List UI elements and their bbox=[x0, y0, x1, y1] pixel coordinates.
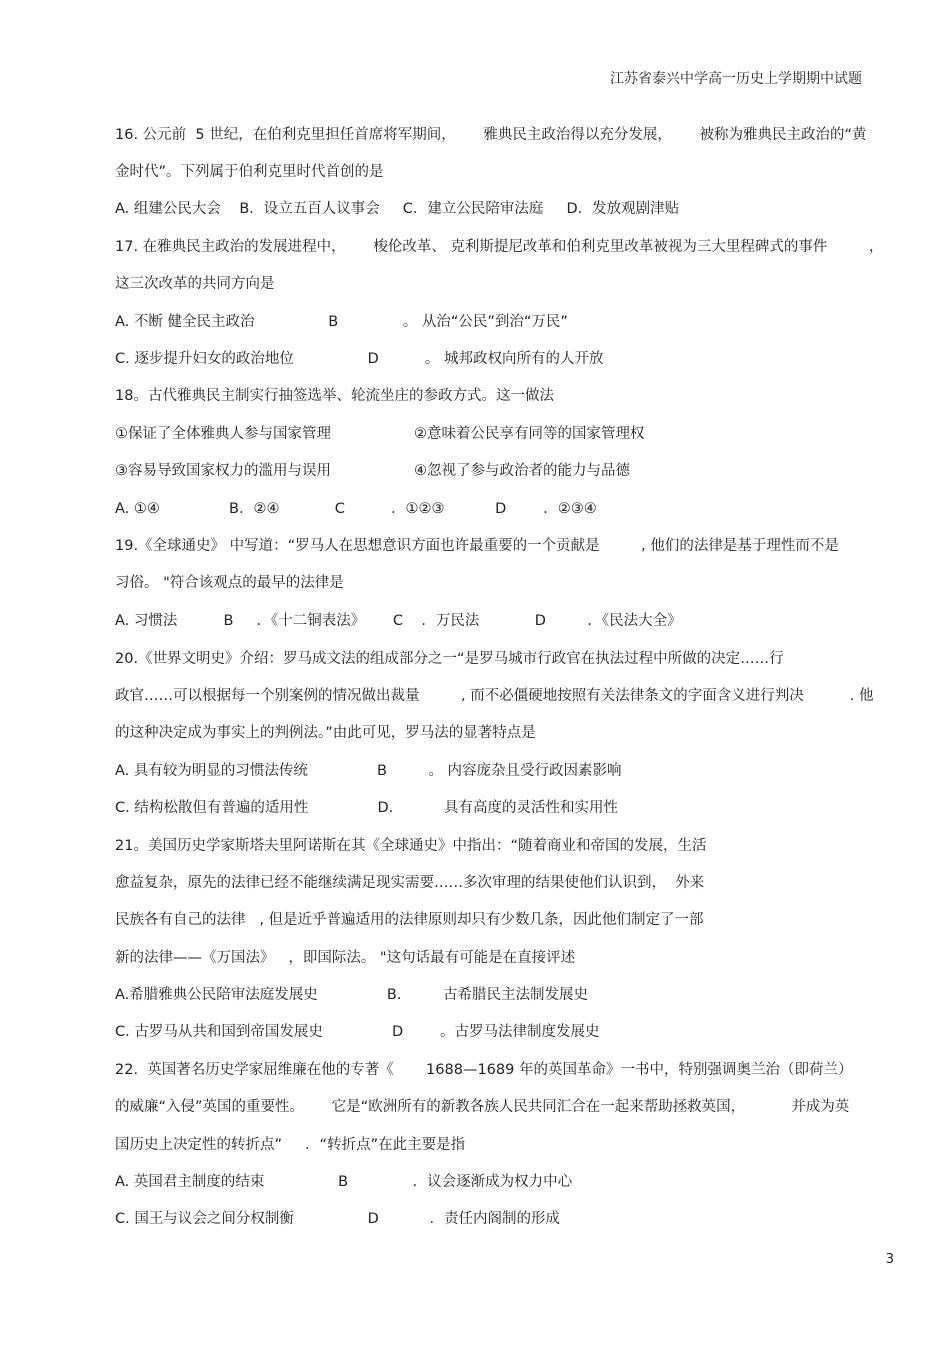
text-line: 17. 在雅典民主政治的发展进程中， 梭伦改革、 克利斯提尼改革和伯利克里改革被视为三大里程碑式的事件 ， bbox=[115, 239, 884, 255]
text-line: A. 英国君主制度的结束 B ．议会逐渐成为权力中心 bbox=[115, 1174, 573, 1190]
text-line: A. 不断 健全民主政治 B 。 从治“公民”到治“万民” bbox=[115, 314, 568, 330]
text-line: A. 组建公民大会 B．设立五百人议事会 C．建立公民陪审法庭 D．发放观剧津贴 bbox=[115, 201, 680, 217]
text-line: C. 结构松散但有普遍的适用性 D. 具有高度的灵活性和实用性 bbox=[115, 800, 618, 816]
text-line: 习俗。 "符合该观点的最早的法律是 bbox=[115, 575, 344, 591]
text-line: A.希腊雅典公民陪审法庭发展史 B. 古希腊民主法制发展史 bbox=[115, 987, 588, 1003]
text-line: 的威廉“入侵”英国的重要性。 它是“欧洲所有的新教各族人民共同汇合在一起来帮助拯救英国， 并成为英 bbox=[115, 1099, 850, 1115]
text-line: A. 习惯法 B ．《十二铜表法》 C ．万民法 D ．《民法大全》 bbox=[115, 613, 682, 629]
text-line: A. ①④ B．②④ C ．①②③ D ．②③④ bbox=[115, 501, 597, 517]
text-line: 19.《全球通史》 中写道：“罗马人在思想意识方面也许最重要的一个贡献是 , 他们的法律是基于理性而不是 bbox=[115, 538, 839, 554]
text-line: 这三次改革的共同方向是 bbox=[115, 276, 275, 292]
text-line: C. 国王与议会之间分权制衡 D ．责任内阁制的形成 bbox=[115, 1211, 560, 1227]
text-line: 21。美国历史学家斯塔夫里阿诺斯在其《全球通史》中指出：“随着商业和帝国的发展，生活 bbox=[115, 838, 707, 854]
text-line: 的这种决定成为事实上的判例法。”由此可见，罗马法的显著特点是 bbox=[115, 725, 536, 741]
text-line: 16. 公元前 5 世纪，在伯利克里担任首席将军期间， 雅典民主政治得以充分发展， 被称为雅典民主政治的“黄 bbox=[115, 127, 867, 143]
page-number: 3 bbox=[885, 1252, 894, 1267]
text-line: 国历史上决定性的转折点” ．“转折点”在此主要是指 bbox=[115, 1137, 466, 1153]
text-line: 新的法律——《万国法》 ，即国际法。 "这句话最有可能是在直接评述 bbox=[115, 950, 576, 966]
text-line: 20.《世界文明史》介绍：罗马成文法的组成部分之一“是罗马城市行政官在执法过程中所做的决定……行 bbox=[115, 651, 784, 667]
text-line: ③容易导致国家权力的滥用与误用 ④忽视了参与政治者的能力与品德 bbox=[115, 463, 630, 479]
page-header-title: 江苏省泰兴中学高一历史上学期期中试题 bbox=[610, 71, 862, 87]
text-line: 民族各有自己的法律 , 但是近乎普遍适用的法律原则却只有少数几条，因此他们制定了一部 bbox=[115, 912, 704, 928]
text-line: 愈益复杂，原先的法律已经不能继续满足现实需要……多次审理的结果使他们认识到， 外来 bbox=[115, 875, 705, 891]
text-line: C. 逐步提升妇女的政治地位 D 。 城邦政权向所有的人开放 bbox=[115, 351, 604, 367]
text-line: 18。古代雅典民主制实行抽签选举、轮流坐庄的参政方式。这一做法 bbox=[115, 388, 554, 404]
text-line: 政官……可以根据每一个别案例的情况做出裁量 , 而不必僵硬地按照有关法律条文的字面含义进行判决 . 他 bbox=[115, 688, 874, 704]
text-line: A. 具有较为明显的习惯法传统 B 。 内容庞杂且受行政因素影响 bbox=[115, 763, 622, 779]
text-line: C. 古罗马从共和国到帝国发展史 D 。古罗马法律制度发展史 bbox=[115, 1024, 600, 1040]
text-line: 22. 英国著名历史学家屈维廉在他的专著《 1688—1689 年的英国革命》一书中，特别强调奥兰治（即荷兰） bbox=[115, 1062, 853, 1078]
text-line: ①保证了全体雅典人参与国家管理 ②意味着公民享有同等的国家管理权 bbox=[115, 426, 645, 442]
text-line: 金时代”。下列属于伯利克里时代首创的是 bbox=[115, 164, 384, 180]
